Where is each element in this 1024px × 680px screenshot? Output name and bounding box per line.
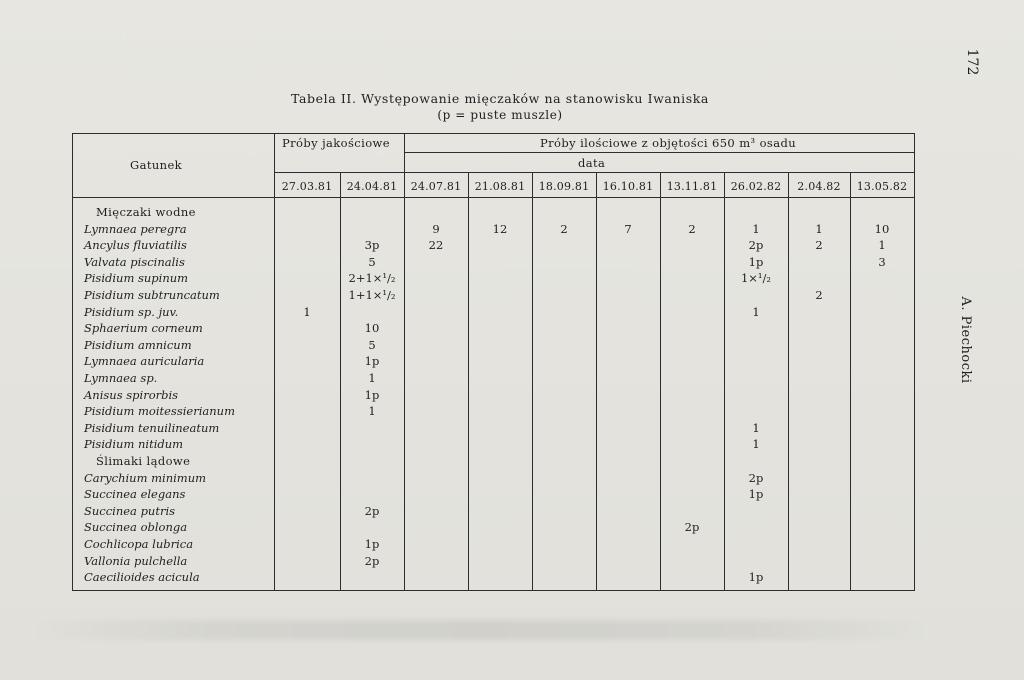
table-cell: 22 [428, 238, 444, 253]
table-cell: 10 [364, 321, 380, 336]
species-name: Succinea oblonga [84, 520, 188, 535]
table-cell: 2 [815, 238, 823, 253]
table-cell: 1 [752, 420, 760, 435]
species-name: Pisidium supinum [84, 271, 189, 286]
table-title: Tabela II. Występowanie mięczaków na stanowisku Iwaniska [291, 91, 709, 106]
species-name: Pisidium sp. juv. [84, 304, 179, 319]
table-cell: 5 [368, 337, 376, 352]
header-rule-quantitative [404, 152, 914, 153]
species-name: Vallonia pulchella [84, 553, 188, 568]
table-cell: 2+1×¹/₂ [348, 271, 396, 286]
date-header-9: 13.05.82 [856, 180, 908, 193]
bleed-through-shadow [30, 620, 930, 640]
table-cell: 1 [815, 221, 823, 236]
species-name: Caecilioides acicula [84, 570, 200, 585]
species-name: Succinea elegans [84, 487, 186, 502]
species-name: Succinea putris [84, 503, 176, 518]
table-cell: 2p [684, 520, 700, 535]
header-qualitative: Próby jakościowe [282, 136, 390, 150]
table-top-rule [72, 133, 914, 134]
table-cell: 1×¹/₂ [740, 271, 772, 286]
table-cell: 5 [368, 254, 376, 269]
table-cell: 1p [364, 537, 380, 551]
table-cell: 12 [492, 221, 508, 236]
header-data: data [578, 156, 606, 170]
species-column-rule [274, 133, 275, 591]
species-name: Cochlicopa lubrica [84, 537, 194, 551]
table-cell: 9 [432, 221, 440, 236]
header-species: Gatunek [130, 158, 183, 172]
qualitative-column-rule [404, 133, 405, 591]
table-cell: 1 [368, 404, 376, 419]
species-name: Pisidium nitidum [84, 437, 184, 452]
group-heading: Mięczaki wodne [96, 205, 196, 219]
species-name: Sphaerium corneum [84, 321, 203, 336]
header-quantitative: Próby ilościowe z objętości 650 m³ osadu [540, 136, 797, 150]
date-header-5: 16.10.81 [602, 180, 654, 193]
species-name: Pisidium moitessierianum [84, 404, 235, 419]
table-cell: 1 [303, 304, 311, 319]
page-number: 172 [964, 48, 980, 76]
date-header-2: 24.07.81 [410, 180, 462, 193]
table-cell: 2 [560, 221, 568, 236]
table-cell: 2 [815, 288, 823, 302]
species-name: Carychium minimum [84, 470, 207, 485]
species-name: Pisidium amnicum [84, 337, 192, 352]
date-header-6: 13.11.81 [666, 180, 718, 193]
species-name: Anisus spirorbis [84, 387, 179, 402]
table-left-rule [72, 133, 73, 591]
table-cell: 2 [688, 221, 696, 236]
table-cell: 1p [748, 254, 764, 269]
table-cell: 3p [364, 238, 380, 253]
table-cell: 1 [752, 221, 760, 236]
table-cell: 1p [748, 570, 764, 585]
table-cell: 1 [752, 304, 760, 319]
table-caption [230, 90, 770, 124]
table-cell: 2p [364, 553, 380, 568]
species-name: Lymnaea sp. [84, 371, 158, 385]
species-name: Pisidium subtruncatum [84, 288, 220, 302]
table-cell: 1p [364, 354, 380, 369]
table-cell: 2p [748, 470, 764, 485]
table-cell: 2p [364, 503, 380, 518]
table-right-rule [914, 133, 915, 591]
group-heading: Ślimaki lądowe [96, 454, 191, 468]
species-name: Valvata piscinalis [84, 254, 185, 269]
table-cell: 1p [748, 487, 764, 502]
table-cell: 10 [874, 221, 890, 236]
table-cell: 2p [748, 238, 764, 253]
species-name: Ancylus fluviatilis [84, 238, 187, 253]
date-header-3: 21.08.81 [474, 180, 526, 193]
date-header-8: 2.04.82 [797, 180, 841, 193]
date-header-0: 27.03.81 [281, 180, 333, 193]
table-cell: 7 [624, 221, 632, 236]
author-name: A. Piechocki [958, 296, 973, 384]
date-header-7: 26.02.82 [730, 180, 782, 193]
table-cell: 1 [752, 437, 760, 452]
table-cell: 1 [368, 371, 376, 385]
table-cell: 1p [364, 387, 380, 402]
table-subtitle: (p = puste muszle) [437, 108, 563, 122]
date-header-1: 24.04.81 [346, 180, 398, 193]
table-cell: 1+1×¹/₂ [348, 288, 396, 302]
species-name: Pisidium tenuilineatum [84, 420, 220, 435]
species-name: Lymnaea peregra [84, 221, 187, 236]
species-name: Lymnaea auricularia [84, 354, 205, 369]
date-header-4: 18.09.81 [538, 180, 590, 193]
table-cell: 3 [878, 254, 886, 269]
header-rule-dates [274, 172, 914, 173]
table-cell: 1 [878, 238, 886, 253]
